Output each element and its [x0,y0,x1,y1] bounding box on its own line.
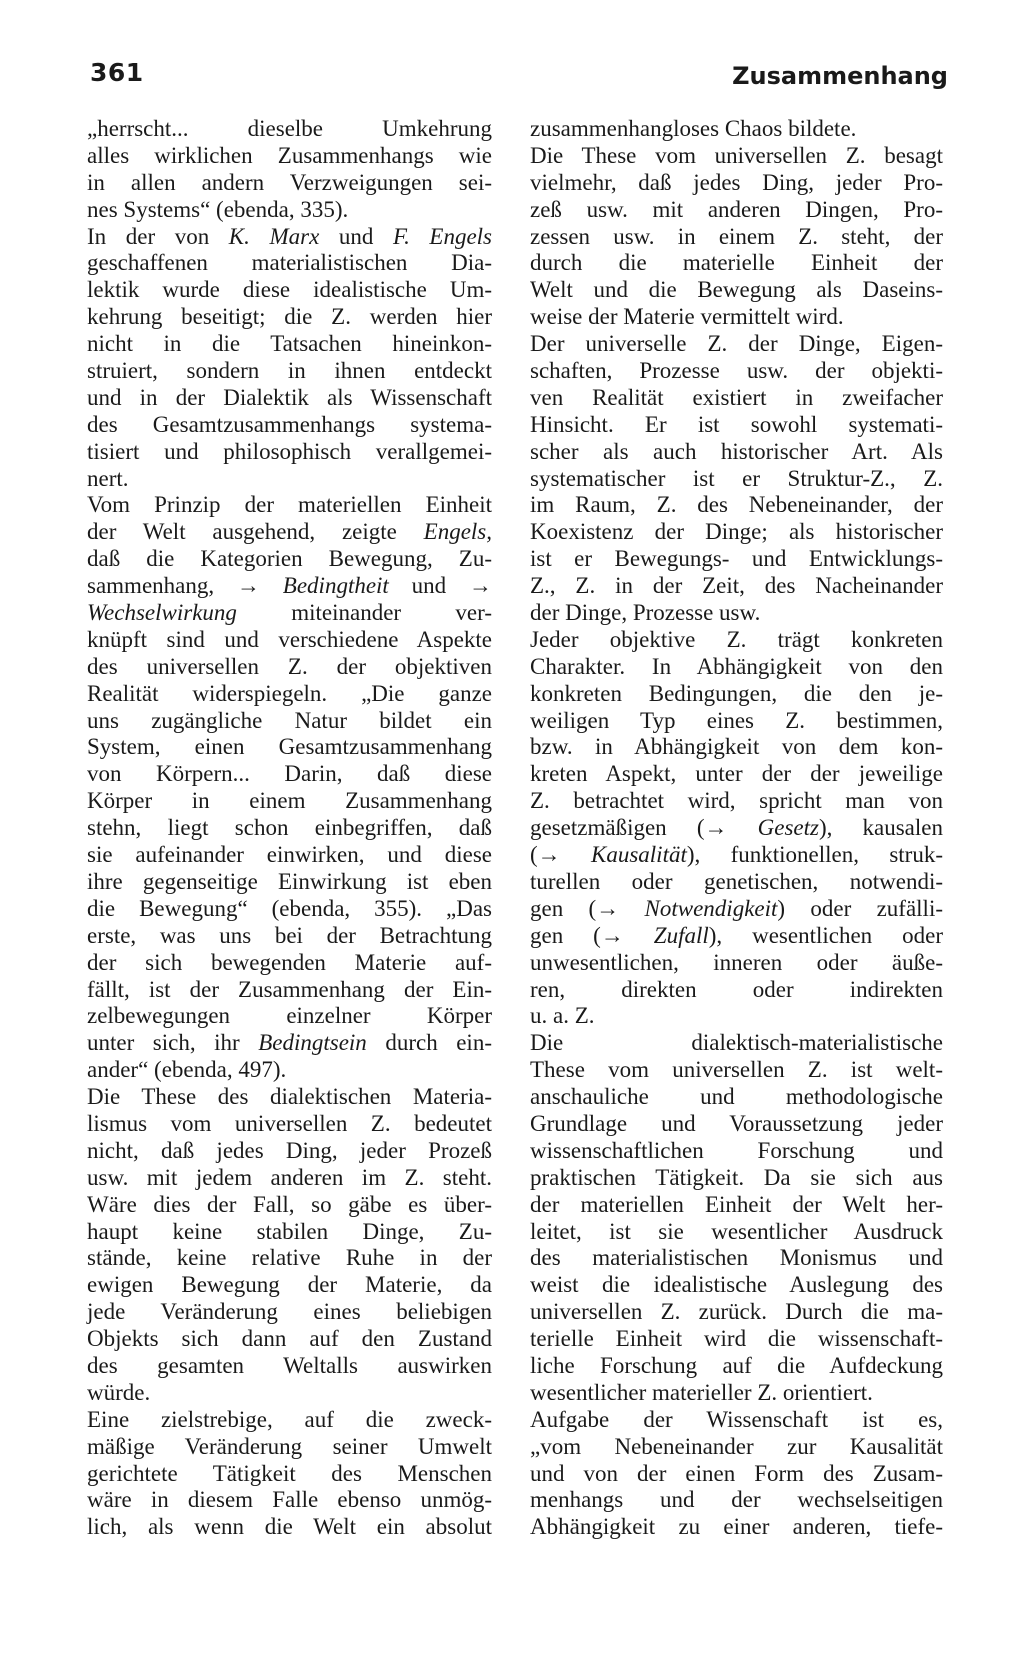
text-run: zelbewegungen einzelner Körper [87,1003,492,1029]
text-line [530,1084,943,1111]
text-run: ren, direkten oder indirekten [530,976,943,1002]
text-line [87,250,492,277]
text-run: In der von [87,223,229,249]
text-line [530,1057,943,1084]
text-run: Grundlage und Voraussetzung jeder [530,1110,943,1136]
text-run: uns zugängliche Natur bildet ein [87,707,492,733]
text-run: Welt und die Bewegung als Daseins- [530,277,943,303]
text-run: Wäre dies der Fall, so gäbe es über- [87,1191,492,1217]
text-run: ) oder zufälli- [777,895,943,921]
text-line [530,519,943,546]
italic-term: Bedingtheit [282,573,389,599]
text-run: wesentlicher materieller Z. orientiert. [530,1379,873,1405]
text-run: kehrung beseitigt; die Z. werden hier [87,304,492,330]
text-line [530,224,943,251]
text-run: lismus vom universellen Z. bedeutet [87,1110,492,1136]
text-line [87,923,492,950]
text-line [530,412,943,439]
text-line [87,1380,492,1407]
text-line [87,1353,492,1380]
paragraph [530,1407,943,1541]
text-line [530,1030,943,1057]
text-run: wissenschaftlichen Forschung und [530,1137,943,1163]
text-line [87,788,492,815]
text-run: jede Veränderung eines beliebigen [87,1299,492,1325]
text-run: lektik wurde diese idealistische Um- [87,277,492,303]
text-run: Der universelle Z. der Dinge, Eigen- [530,331,943,357]
text-run: durch ein- [366,1030,492,1056]
text-run: gen (→ [530,922,654,948]
text-run: Vom Prinzip der materiellen Einheit [87,492,492,518]
text-run: Die dialektisch-materialistische [530,1030,943,1056]
text-line [530,439,943,466]
text-run: (→ [530,842,591,868]
text-run: zusammenhangloses Chaos bildete. [530,116,857,141]
text-run: System, einen Gesamtzusammenhang [87,734,492,760]
text-run: wäre in diesem Falle ebenso unmög- [87,1487,492,1513]
text-run: Realität widerspiegeln. „Die ganze [87,680,492,706]
text-line [87,761,492,788]
text-run: schaften, Prozesse usw. der objekti- [530,358,943,384]
text-run: anschauliche und methodologische [530,1084,943,1110]
text-line [530,761,943,788]
text-run: in allen andern Verzweigungen sei- [87,169,492,195]
text-line [530,734,943,761]
text-run: sie aufeinander einwirken, und diese [87,842,492,868]
text-run: des materialistischen Monismus und [530,1245,943,1271]
text-line [87,896,492,923]
text-line [530,197,943,224]
text-line [530,1514,943,1541]
italic-term: Zufall [653,922,709,948]
text-line [530,1192,943,1219]
text-run: struiert, sondern in ihnen entdeckt [87,358,492,384]
text-run: weist die idealistische Auslegung des [530,1272,943,1298]
text-line [530,492,943,519]
text-run: ewigen Bewegung der Materie, da [87,1272,492,1298]
text-run: lich, als wenn die Welt ein absolut [87,1514,492,1540]
text-run: Charakter. In Abhängigkeit von den [530,653,943,679]
text-line [530,546,943,573]
text-line [87,1299,492,1326]
text-line [87,600,492,627]
text-run: durch die materielle Einheit der [530,250,943,276]
text-line [530,815,943,842]
text-line [87,1461,492,1488]
text-line [87,627,492,654]
text-line [87,1192,492,1219]
italic-term: Engels, [423,519,492,545]
text-run: tisiert und philosophisch verallgemei- [87,438,492,464]
text-run: die Bewegung“ (ebenda, 355). „Das [87,895,492,921]
text-run: haupt keine stabilen Dinge, Zu- [87,1218,492,1244]
text-line [530,1380,943,1407]
text-line [87,654,492,681]
text-run: Z., Z. in der Zeit, des Nacheinander [530,573,943,599]
italic-term: K. Marx [228,223,320,249]
text-run: liche Forschung auf die Aufdeckung [530,1352,943,1378]
text-line [530,143,943,170]
text-run: ihre gegenseitige Einwirkung ist eben [87,868,492,894]
text-line [530,385,943,412]
text-run: der materiellen Einheit der Welt her- [530,1191,943,1217]
text-run: Die These vom universellen Z. besagt [530,142,943,168]
text-line [87,546,492,573]
text-line [87,1487,492,1514]
italic-term: Notwendigkeit [644,895,778,921]
text-line [87,224,492,251]
text-line [530,250,943,277]
text-line [87,1111,492,1138]
text-line [87,708,492,735]
text-run: praktischen Tätigkeit. Da sie sich aus [530,1164,943,1190]
text-line [87,869,492,896]
text-line [87,977,492,1004]
text-line [87,1003,492,1030]
text-run: nes Systems“ (ebenda, 335). [87,196,349,222]
text-line [87,331,492,358]
paragraph [530,143,943,331]
text-run: ), kausalen [818,815,943,841]
text-line [530,1487,943,1514]
text-run: scher als auch historischer Art. Als [530,438,943,464]
text-run: mäßige Veränderung seiner Umwelt [87,1433,492,1459]
text-run: alles wirklichen Zusammenhangs wie [87,142,492,168]
text-run: unter sich, ihr [87,1030,259,1056]
text-line [87,492,492,519]
text-line [530,950,943,977]
text-line [87,385,492,412]
text-run: weiligen Typ eines Z. bestimmen, [530,707,943,733]
italic-term: Bedingtsein [258,1030,367,1056]
paragraph [530,116,943,143]
text-line [87,950,492,977]
text-run: terielle Einheit wird die wissenschaft- [530,1326,943,1352]
text-line [87,815,492,842]
text-run: zessen usw. in einem Z. steht, der [530,223,943,249]
text-line [530,466,943,493]
text-run: von Körpern... Darin, daß diese [87,761,492,787]
text-line [87,573,492,600]
text-run: ven Realität existiert in zweifacher [530,384,943,410]
text-line [87,1057,492,1084]
text-line [530,1165,943,1192]
paragraph [530,1030,943,1406]
text-line [530,1003,943,1030]
text-run: der Dinge, Prozesse usw. [530,600,761,626]
text-run: sammenhang, → [87,573,283,599]
text-line [530,708,943,735]
text-run: des universellen Z. der objektiven [87,653,492,679]
text-line [87,466,492,493]
text-run: nert. [87,465,129,491]
text-run: „vom Nebeneinander zur Kausalität [530,1433,943,1459]
text-run: „herrscht... dieselbe Umkehrung [87,116,492,141]
text-line [87,197,492,224]
text-line [87,1219,492,1246]
text-run: des Gesamtzusammenhangs systema- [87,411,492,437]
text-run: weise der Materie vermittelt wird. [530,304,844,330]
text-line [530,1407,943,1434]
text-run: geschaffenen materialistischen Dia- [87,250,492,276]
text-run: ), funktionellen, struk- [686,842,943,868]
text-run: und → [388,573,493,599]
text-run: und von der einen Form des Zusam- [530,1460,943,1486]
text-line [87,734,492,761]
text-line [530,627,943,654]
text-line [530,788,943,815]
text-line [530,170,943,197]
text-line [87,1245,492,1272]
text-line [87,1434,492,1461]
text-run: der sich bewegenden Materie auf- [87,949,492,975]
text-run: der Welt ausgehend, zeigte [87,519,424,545]
text-line [530,923,943,950]
text-run: erste, was uns bei der Betrachtung [87,922,492,948]
text-line [87,1165,492,1192]
text-line [530,1326,943,1353]
text-run: usw. mit jedem anderen im Z. steht. [87,1164,492,1190]
text-line [87,412,492,439]
text-line [87,1138,492,1165]
text-line [87,304,492,331]
text-run: nicht, daß jedes Ding, jeder Prozeß [87,1137,492,1163]
italic-term: F. Engels [392,223,493,249]
text-run: im Raum, Z. des Nebeneinander, der [530,492,943,518]
text-line [87,116,492,143]
text-line [530,1138,943,1165]
text-run: nicht in die Tatsachen hineinkon- [87,331,492,357]
text-line [530,896,943,923]
text-run: Z. betrachtet wird, spricht man von [530,788,943,814]
text-line [87,842,492,869]
text-run: Aufgabe der Wissenschaft ist es, [530,1406,943,1432]
text-run: gerichtete Tätigkeit des Menschen [87,1460,492,1486]
text-run: daß die Kategorien Bewegung, Zu- [87,546,492,572]
text-run: miteinander ver- [236,600,492,626]
text-line [530,358,943,385]
text-run: leitet, ist sie wesentlicher Ausdruck [530,1218,943,1244]
paragraph [87,1084,492,1407]
text-line [87,170,492,197]
text-line [87,439,492,466]
text-line [530,116,943,143]
text-line [530,1299,943,1326]
text-line [87,681,492,708]
text-line [530,573,943,600]
text-line [530,1353,943,1380]
text-run: ist er Bewegungs- und Entwicklungs- [530,546,943,572]
text-line [530,654,943,681]
paragraph [87,492,492,1084]
text-line [530,600,943,627]
text-line [87,1407,492,1434]
text-run: turellen oder genetischen, notwendi- [530,868,943,894]
text-run: stehn, liegt schon einbegriffen, daß [87,815,492,841]
text-line [530,977,943,1004]
text-run: bzw. in Abhängigkeit von dem kon- [530,734,943,760]
text-run: und [319,223,393,249]
text-run: Hinsicht. Er ist sowohl systemati- [530,411,943,437]
italic-term: Kausalität [591,842,687,868]
text-line [87,277,492,304]
text-run: ander“ (ebenda, 497). [87,1057,287,1083]
text-line [530,1219,943,1246]
text-run: unwesentlichen, inneren oder äuße- [530,949,943,975]
text-run: Abhängigkeit zu einer anderen, tiefe- [530,1514,943,1540]
text-run: menhangs und der wechselseitigen [530,1487,943,1513]
text-line [87,358,492,385]
text-run: zeß usw. mit anderen Dingen, Pro- [530,196,943,222]
paragraph [87,1407,492,1541]
text-line [530,304,943,331]
text-run: Die These des dialektischen Materia- [87,1084,492,1110]
text-line [87,519,492,546]
text-line [530,331,943,358]
right-column [530,116,943,1541]
text-line [530,1461,943,1488]
italic-term: Gesetz [757,815,819,841]
text-run: Koexistenz der Dinge; als historischer [530,519,943,545]
text-line [87,143,492,170]
text-line [87,1326,492,1353]
text-run: und in der Dialektik als Wissenschaft [87,384,492,410]
paragraph [530,331,943,627]
text-line [87,1514,492,1541]
text-run: des gesamten Weltalls auswirken [87,1352,492,1378]
text-run: universellen Z. zurück. Durch die ma- [530,1299,943,1325]
text-run: gesetzmäßigen (→ [530,815,758,841]
text-run: Objekts sich dann auf den Zustand [87,1326,492,1352]
text-line [87,1030,492,1057]
text-run: würde. [87,1379,151,1405]
text-run: fällt, ist der Zusammenhang der Ein- [87,976,492,1002]
left-column [87,116,492,1541]
text-line [530,1245,943,1272]
text-line [530,277,943,304]
text-run: systematischer ist er Struktur-Z., Z. [530,465,943,491]
text-line [87,1272,492,1299]
text-line [530,842,943,869]
italic-term: Wechselwirkung [87,600,237,626]
text-run: gen (→ [530,895,645,921]
text-run: vielmehr, daß jedes Ding, jeder Pro- [530,169,943,195]
text-run: konkreten Bedingungen, die den je- [530,680,943,706]
text-run: These vom universellen Z. ist welt- [530,1057,943,1083]
text-run: ), wesentlichen oder [708,922,943,948]
text-line [530,1434,943,1461]
text-run: kreten Aspekt, unter der der jeweilige [530,761,943,787]
text-run: Eine zielstrebige, auf die zweck- [87,1406,492,1432]
running-head: Zusammenhang [732,62,948,90]
text-line [530,681,943,708]
text-run: knüpft sind und verschiedene Aspekte [87,626,492,652]
paragraph [87,224,492,493]
paragraph [530,627,943,1030]
text-line [530,869,943,896]
text-run: u. a. Z. [530,1003,595,1029]
text-run: Körper in einem Zusammenhang [87,788,492,814]
text-line [87,1084,492,1111]
text-line [530,1111,943,1138]
text-line [530,1272,943,1299]
text-run: Jeder objektive Z. trägt konkreten [530,626,943,652]
page-number: 361 [90,58,144,87]
text-run: stände, keine relative Ruhe in der [87,1245,492,1271]
paragraph [87,116,492,224]
